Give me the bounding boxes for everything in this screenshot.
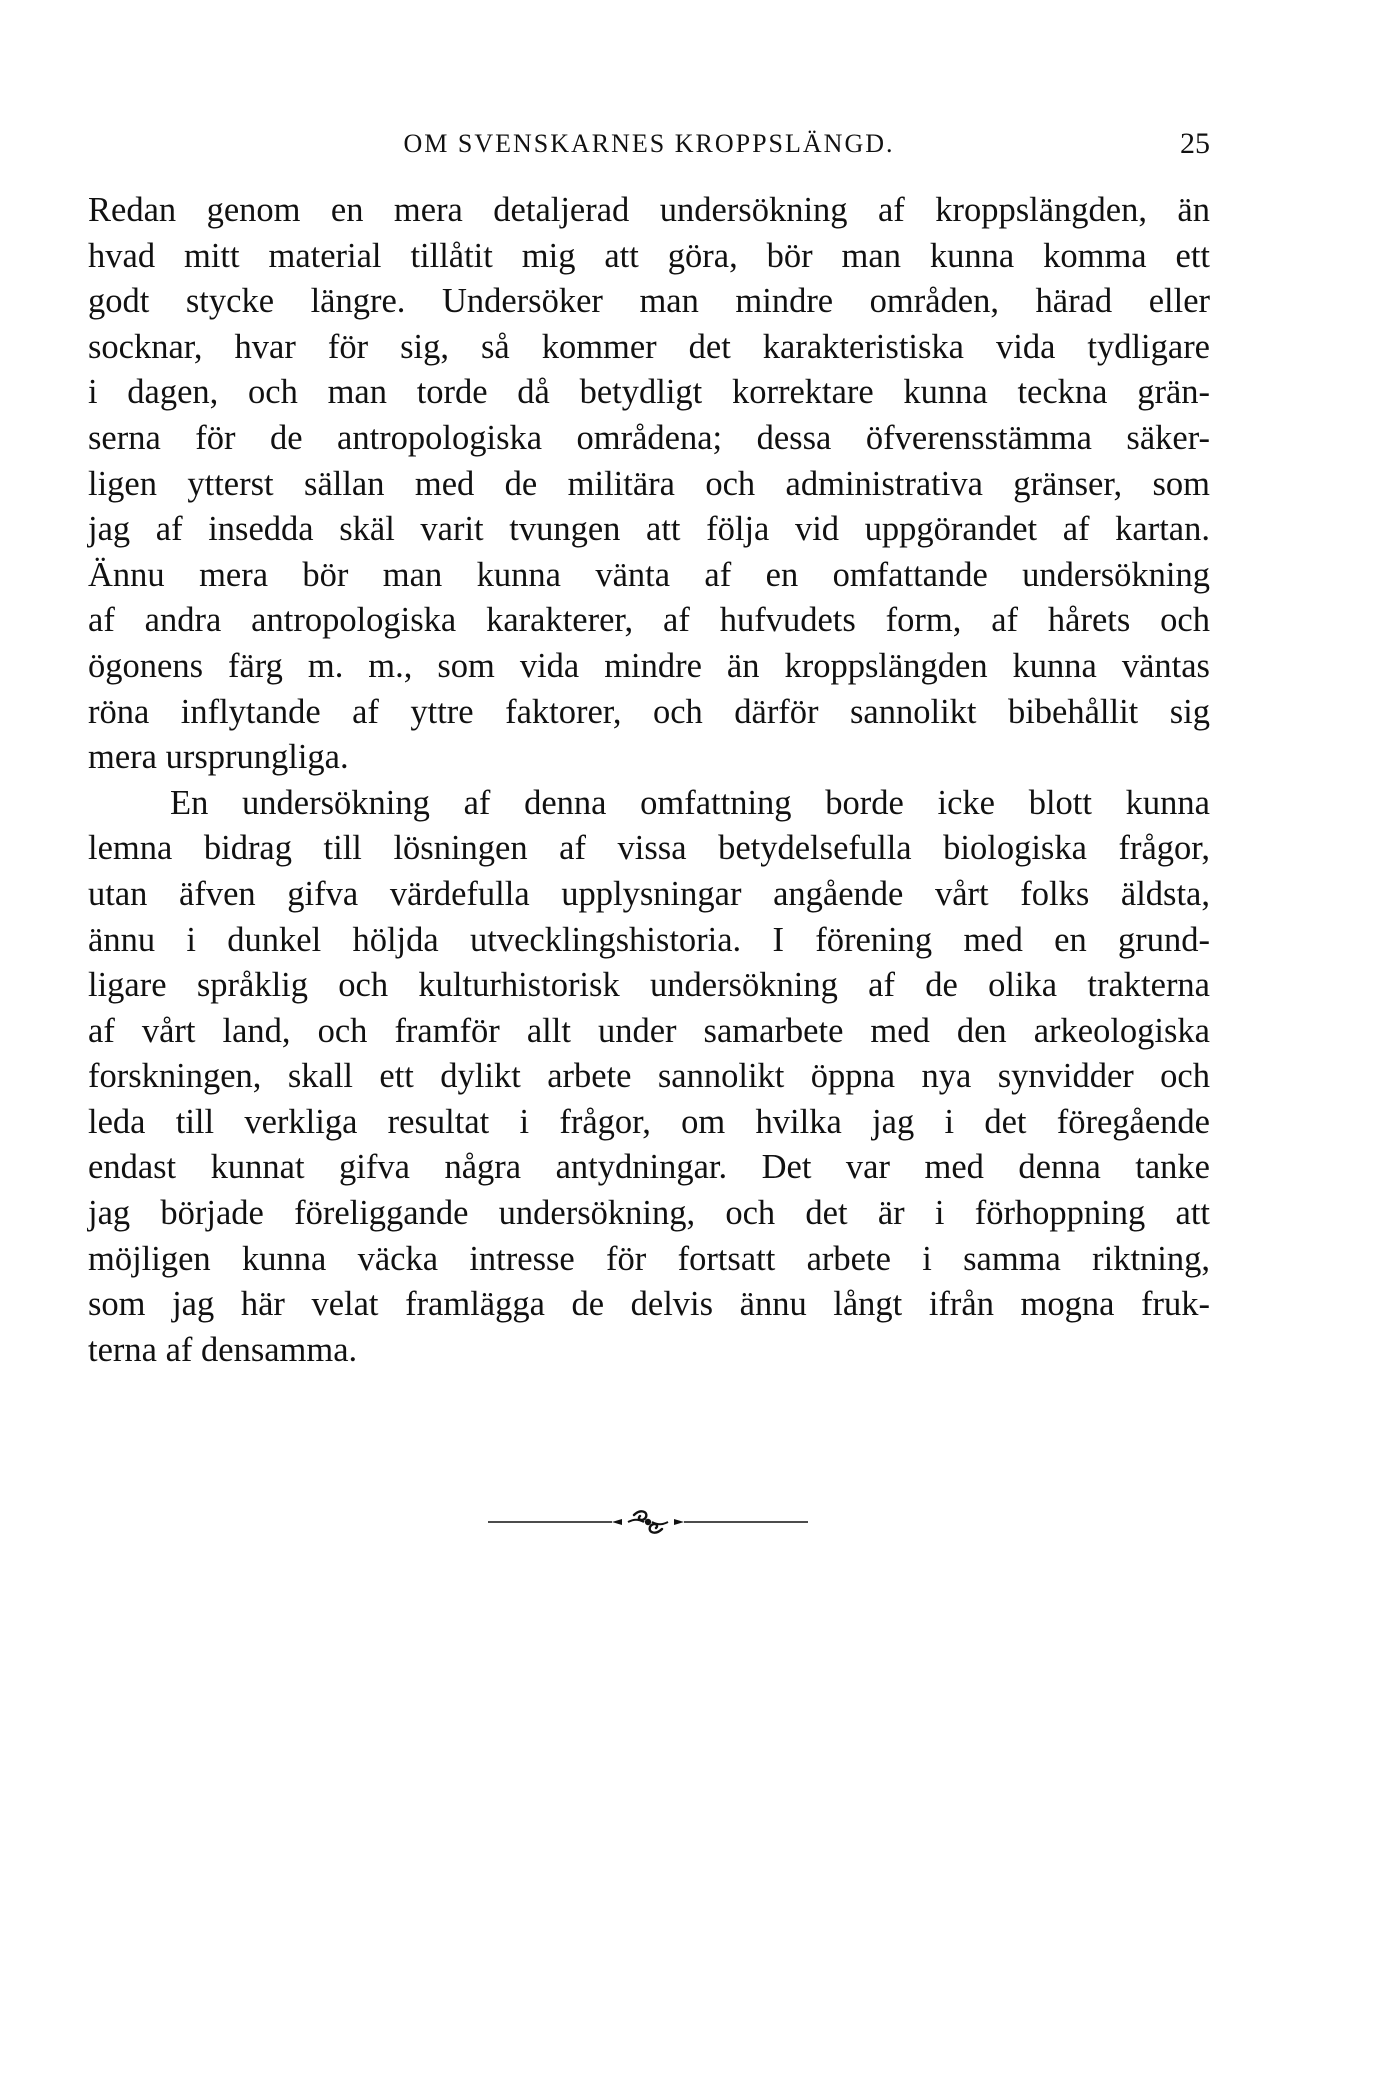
text-line: ännu i dunkel höljda utvecklingshistoria. I förening med en grund- xyxy=(88,920,1210,959)
text-line: hvad mitt material tillåtit mig att göra, bör man kunna komma ett xyxy=(88,236,1210,275)
text-line: terna af densamma. xyxy=(88,1330,358,1369)
text-line: godt stycke längre. Undersöker man mindre områden, härad eller xyxy=(88,282,1210,321)
text-line: leda till verkliga resultat i frågor, om hvilka jag i det föregående xyxy=(88,1102,1210,1141)
text-line: jag började föreliggande undersökning, och det är i förhoppning att xyxy=(88,1194,1210,1233)
text-line: lemna bidrag till lösningen af vissa betydelsefulla biologiska frågor, xyxy=(88,829,1210,868)
text-line: mera ursprungliga. xyxy=(88,738,349,777)
text-line: röna inflytande af yttre faktorer, och därför sannolikt bibehållit sig xyxy=(88,692,1210,731)
text-line: som jag här velat framlägga de delvis ännu långt ifrån mogna fruk- xyxy=(88,1285,1210,1324)
text-line: af andra antropologiska karakterer, af hufvudets form, af hårets och xyxy=(88,601,1210,640)
text-line: ligen ytterst sällan med de militära och administrativa gränser, som xyxy=(88,464,1210,503)
paragraph-1 xyxy=(88,188,1210,781)
running-title: OM SVENSKARNES KROPPSLÄNGD. xyxy=(403,129,895,158)
text-line: af vårt land, och framför allt under samarbete med den arkeologiska xyxy=(88,1011,1210,1050)
text-line: utan äfven gifva värdefulla upplysningar angående vårt folks äldsta, xyxy=(88,874,1210,913)
paragraph-2 xyxy=(88,781,1210,1374)
text-line: jag af insedda skäl varit tvungen att följa vid uppgörandet af kartan. xyxy=(88,510,1210,549)
running-head xyxy=(88,124,1210,164)
text-line: En undersökning af denna omfattning borde icke blott kunna xyxy=(170,783,1210,822)
text-line: socknar, hvar för sig, så kommer det karakteristiska vida tydligare xyxy=(88,327,1210,366)
text-line: serna för de antropologiska områdena; dessa öfverensstämma säker- xyxy=(88,418,1210,457)
text-line: i dagen, och man torde då betydligt korrektare kunna teckna grän- xyxy=(88,373,1210,412)
fleuron-divider-icon xyxy=(488,1507,808,1537)
text-line: ligare språklig och kulturhistorisk undersökning af de olika trakterna xyxy=(88,966,1210,1005)
text-line: Ännu mera bör man kunna vänta af en omfattande undersökning xyxy=(88,555,1210,594)
text-line: ögonens färg m. m., som vida mindre än kroppslängden kunna väntas xyxy=(88,646,1210,685)
page-number: 25 xyxy=(1180,127,1210,160)
text-line: möjligen kunna väcka intresse för fortsatt arbete i samma riktning, xyxy=(88,1239,1210,1278)
text-line: endast kunnat gifva några antydningar. Det var med denna tanke xyxy=(88,1148,1210,1187)
text-line: forskningen, skall ett dylikt arbete sannolikt öppna nya synvidder och xyxy=(88,1057,1210,1096)
body-text xyxy=(88,188,1210,1373)
text-line: Redan genom en mera detaljerad undersökning af kroppslängden, än xyxy=(88,191,1210,229)
